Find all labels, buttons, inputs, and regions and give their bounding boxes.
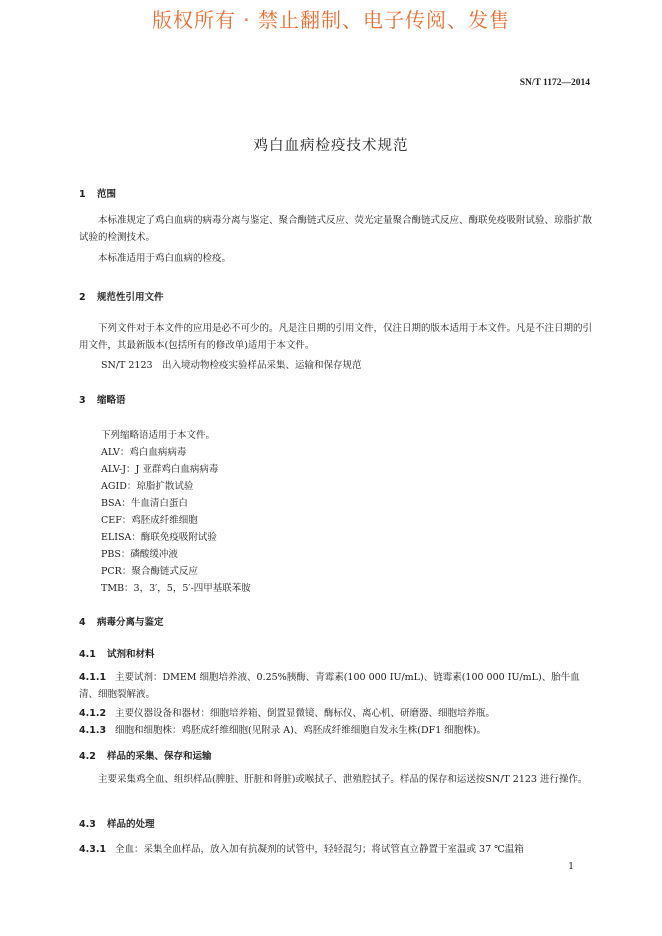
section-3-heading <box>79 392 126 406</box>
section-number: 1 <box>79 189 86 200</box>
abbreviation-item: CEF：鸡胚成纤维细胞 <box>101 515 198 526</box>
section-3-intro: 下列缩略语适用于本文件。 <box>101 430 216 441</box>
abbreviation-item: ELISA：酶联免疫吸附试验 <box>101 532 217 543</box>
section-4-2-heading <box>79 748 212 762</box>
abbreviation-item: PBS：磷酸缓冲液 <box>101 549 178 560</box>
section-2-heading <box>79 289 164 303</box>
section-title: 病毒分离与鉴定 <box>97 617 164 628</box>
abbreviation-item: TMB：3，3′，5，5′-四甲基联苯胺 <box>101 583 251 594</box>
clause-number: 4.1.3 <box>79 725 107 736</box>
abbreviation-item: PCR：聚合酶链式反应 <box>101 566 198 577</box>
standard-code: SN/T 1172—2014 <box>519 78 590 88</box>
section-number: 4.1 <box>79 649 96 660</box>
clause-text: 细胞和细胞株：鸡胚成纤维细胞(见附录 A)、鸡胚成纤维细胞自发永生株(DF1 细胞株)。 <box>115 725 486 736</box>
section-number: 2 <box>79 292 86 303</box>
section-2-reference: SN/T 2123 出入境动物检疫实验样品采集、运输和保存规范 <box>101 360 362 371</box>
abbreviation-item: AGID：琼脂扩散试验 <box>101 481 194 492</box>
section-4-2-paragraph: 主要采集鸡全血、组织样品(脾脏、肝脏和肾脏)或喉拭子、泄殖腔拭子。样品的保存和运送按SN/T 2123 进行操作。 <box>98 774 588 785</box>
section-title: 样品的采集、保存和运输 <box>107 751 212 762</box>
section-1-heading <box>79 186 116 200</box>
clause-number: 4.1.1 <box>79 672 107 683</box>
section-title: 范围 <box>97 189 117 200</box>
clause-4-3-1 <box>79 841 592 858</box>
abbreviation-item: ALV：鸡白血病病毒 <box>101 447 187 458</box>
section-number: 4 <box>79 617 86 628</box>
section-4-3-heading <box>79 816 155 830</box>
abbreviation-item: BSA：牛血清白蛋白 <box>101 498 188 509</box>
section-4-heading <box>79 614 164 628</box>
clause-number: 4.1.2 <box>79 708 107 719</box>
clause-number: 4.3.1 <box>79 844 107 855</box>
section-title: 试剂和材料 <box>107 649 155 660</box>
section-number: 4.2 <box>79 751 96 762</box>
section-number: 3 <box>79 395 86 406</box>
section-1-paragraph-2: 本标准适用于鸡白血病的检疫。 <box>98 253 232 264</box>
clause-text: 主要试剂：DMEM 细胞培养液、0.25%胰酶、青霉素(100 000 IU/mL)、链霉素(100 000 IU/mL)、胎牛血清、细胞裂解液。 <box>79 672 580 700</box>
section-title: 规范性引用文件 <box>97 292 164 303</box>
clause-text: 全血：采集全血样品，放入加有抗凝剂的试管中，轻轻混匀；将试管直立静置于室温或 37 ℃温箱 <box>115 844 524 855</box>
clause-4-1-2 <box>79 705 592 722</box>
section-2-paragraph-1: 下列文件对于本文件的应用是必不可少的。凡是注日期的引用文件，仅注日期的版本适用于本文件。凡是不注日期的引用文件，其最新版本(包括所有的修改单)适用于本文件。 <box>79 323 593 351</box>
document-title: 鸡白血病检疫技术规范 <box>253 138 409 154</box>
watermark-banner: 版权所有 · 禁止翻制、电子传阅、发售 <box>151 8 511 32</box>
section-title: 样品的处理 <box>107 819 155 830</box>
abbreviation-item: ALV-J：J 亚群鸡白血病病毒 <box>101 464 219 475</box>
section-number: 4.3 <box>79 819 96 830</box>
clause-4-1-3 <box>79 722 592 739</box>
section-title: 缩略语 <box>97 395 126 406</box>
clause-4-1-1 <box>79 669 592 703</box>
page-number: 1 <box>568 862 574 872</box>
section-1-paragraph-1: 本标准规定了鸡白血病的病毒分离与鉴定、聚合酶链式反应、荧光定量聚合酶链式反应、酶联免疫吸附试验、琼脂扩散试验的检测技术。 <box>79 215 593 243</box>
clause-text: 主要仪器设备和器材：细胞培养箱、倒置显微镜、酶标仪、离心机、研磨器、细胞培养瓶。 <box>115 708 496 719</box>
section-4-1-heading <box>79 646 155 660</box>
